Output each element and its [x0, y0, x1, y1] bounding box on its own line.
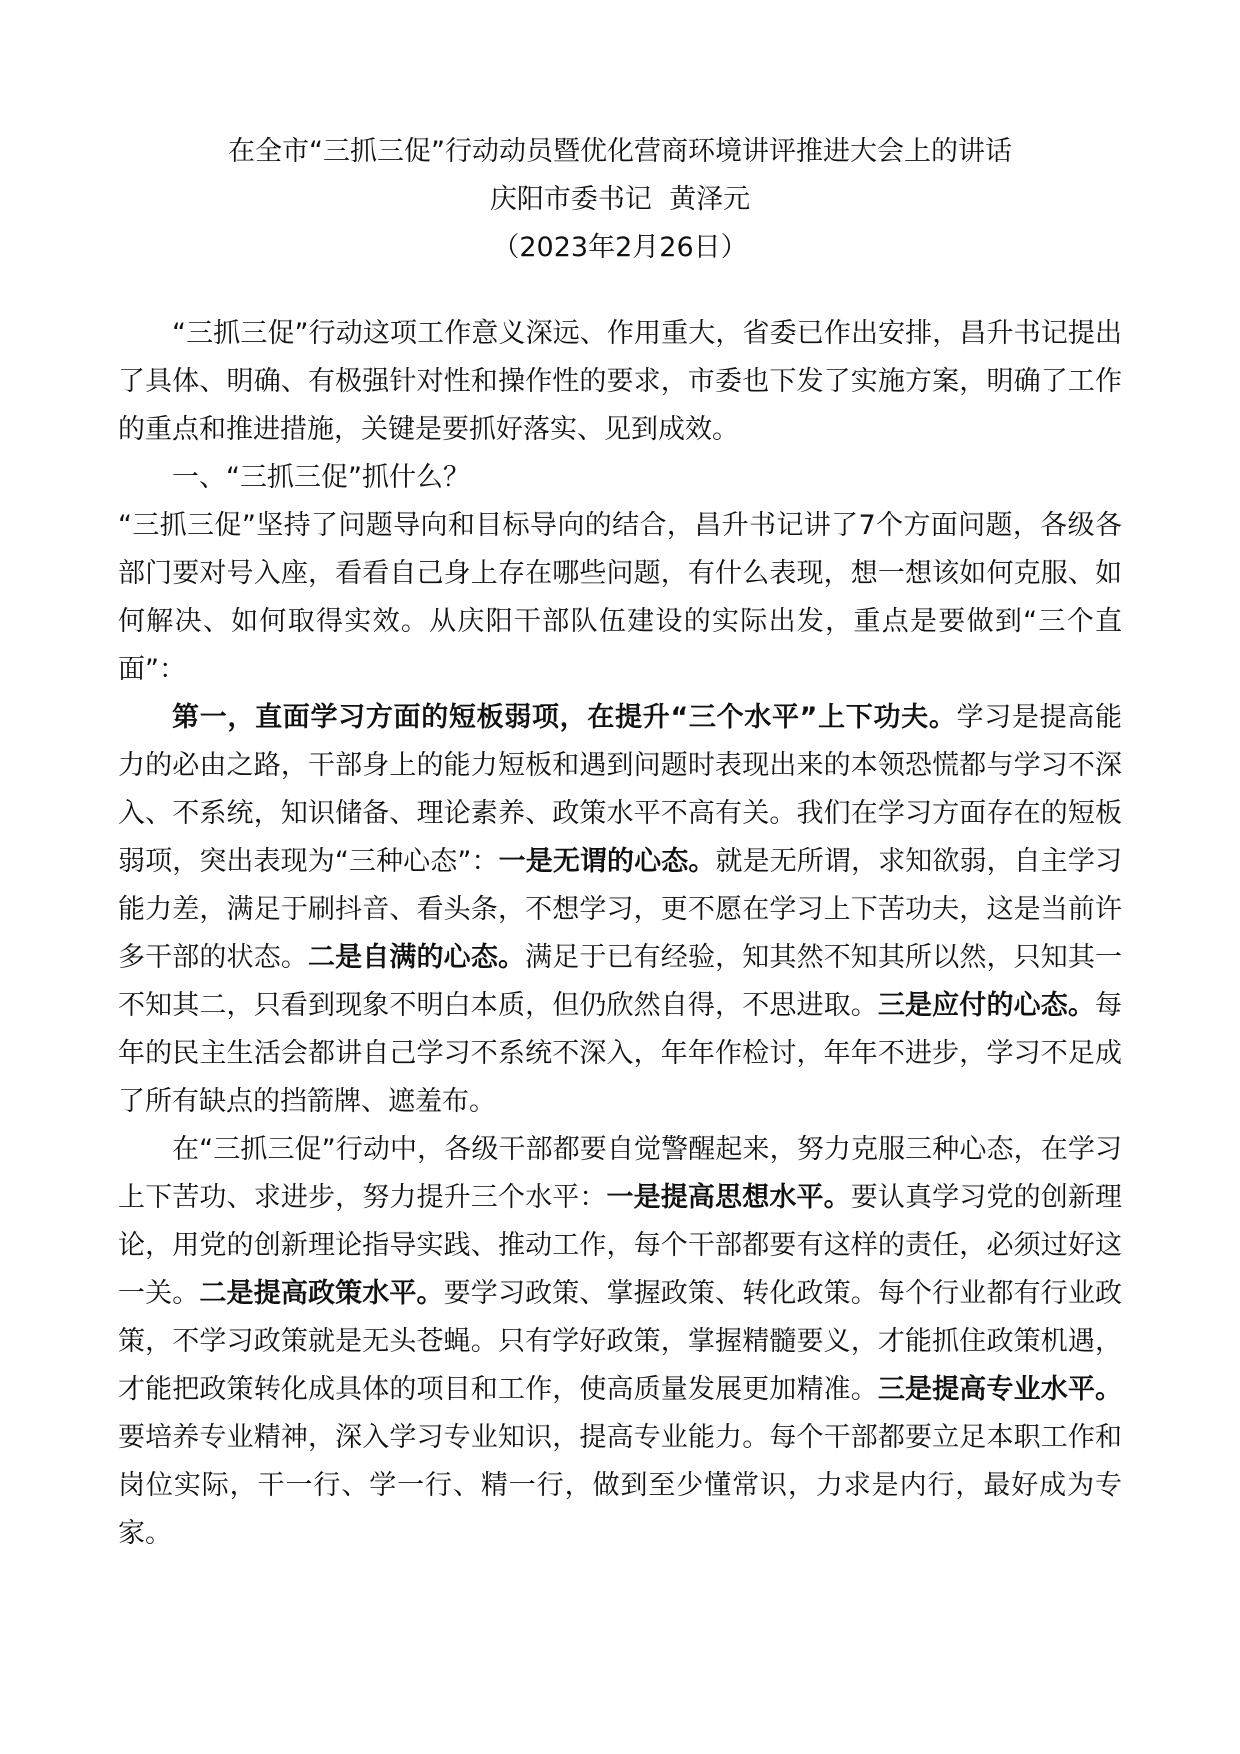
bold-point: 一是提高思想水平。	[606, 1182, 851, 1213]
section-heading-1	[118, 454, 1122, 502]
document-date: （2023年2月26日）	[492, 232, 748, 263]
bold-point: 三是提高专业水平。	[877, 1374, 1123, 1405]
bold-point: 二是提高政策水平。	[199, 1278, 444, 1309]
section-heading-text: 一、“三抓三促”抓什么？	[172, 462, 470, 493]
paragraph-text: “三抓三促”坚持了问题导向和目标导向的结合，昌升书记讲了7个方面问题，各级各部门要对号入座，看看自己身上存在哪些问题，有什么表现，想一想该如何克服、如何解决、如何取得实效。从庆阳干部队伍建设的实际出发，重点是要做到“三个直面”：	[118, 510, 1122, 685]
paragraph-text: 就是无所谓，求知欲弱，自主学习能力差，满足于刷抖音、看头条，不想学习，更不愿在学习上下苦功夫，这是当前许多干部的状态。	[118, 846, 1123, 973]
paragraph-text: 要培养专业精神，深入学习专业知识，提高专业能力。每个干部都要立足本职工作和岗位实际，干一行、学一行、精一行，做到至少懂常识，力求是内行，最好成为专家。	[118, 1422, 1122, 1549]
bold-point: 三是应付的心态。	[877, 990, 1096, 1021]
document-title: 在全市“三抓三促”行动动员暨优化营商环境讲评推进大会上的讲话	[228, 136, 1012, 167]
document-header	[0, 128, 1240, 272]
paragraph-text: 满足于已有经验，知其然不知其所以然，只知其一不知其二，只看到现象不明白本质，但仍欣然自得，不思进取。	[118, 942, 1123, 1021]
document-body	[118, 310, 1122, 1558]
paragraph-intro	[118, 310, 1122, 454]
document-author: 庆阳市委书记 黄泽元	[489, 184, 751, 215]
paragraph-three-facings	[118, 502, 1122, 694]
paragraph-three-levels	[118, 1126, 1122, 1558]
paragraph-text: 在“三抓三促”行动中，各级干部都要自觉警醒起来，努力克服三种心态，在学习上下苦功、求进步，努力提升三个水平：	[118, 1134, 1122, 1213]
bold-point: 一是无谓的心态。	[498, 846, 716, 877]
paragraph-text: 每年的民主生活会都讲自己学习不系统不深入，年年作检讨，年年不进步，学习不足成了所有缺点的挡箭牌、遮羞布。	[118, 990, 1123, 1117]
bold-heading: 第一，直面学习方面的短板弱项，在提升“三个水平”上下功夫。	[172, 702, 957, 733]
paragraph-first-facing	[118, 694, 1122, 1126]
paragraph-text: 要学习政策、掌握政策、转化政策。每个行业都有行业政策，不学习政策就是无头苍蝇。只有学好政策，掌握精髓要义，才能抓住政策机遇，才能把政策转化成具体的项目和工作，使高质量发展更加精准。	[118, 1278, 1123, 1405]
paragraph-text: “三抓三促”行动这项工作意义深远、作用重大，省委已作出安排，昌升书记提出了具体、明确、有极强针对性和操作性的要求，市委也下发了实施方案，明确了工作的重点和推进措施，关键是要抓好落实、见到成效。	[118, 318, 1122, 445]
paragraph-text: 学习是提高能力的必由之路，干部身上的能力短板和遇到问题时表现出来的本领恐慌都与学习不深入、不系统，知识储备、理论素养、政策水平不高有关。我们在学习方面存在的短板弱项，突出表现为“三种心态”：	[118, 702, 1123, 877]
bold-point: 二是自满的心态。	[307, 942, 526, 973]
paragraph-text: 要认真学习党的创新理论，用党的创新理论指导实践、推动工作，每个干部都要有这样的责任，必须过好这一关。	[118, 1182, 1122, 1309]
